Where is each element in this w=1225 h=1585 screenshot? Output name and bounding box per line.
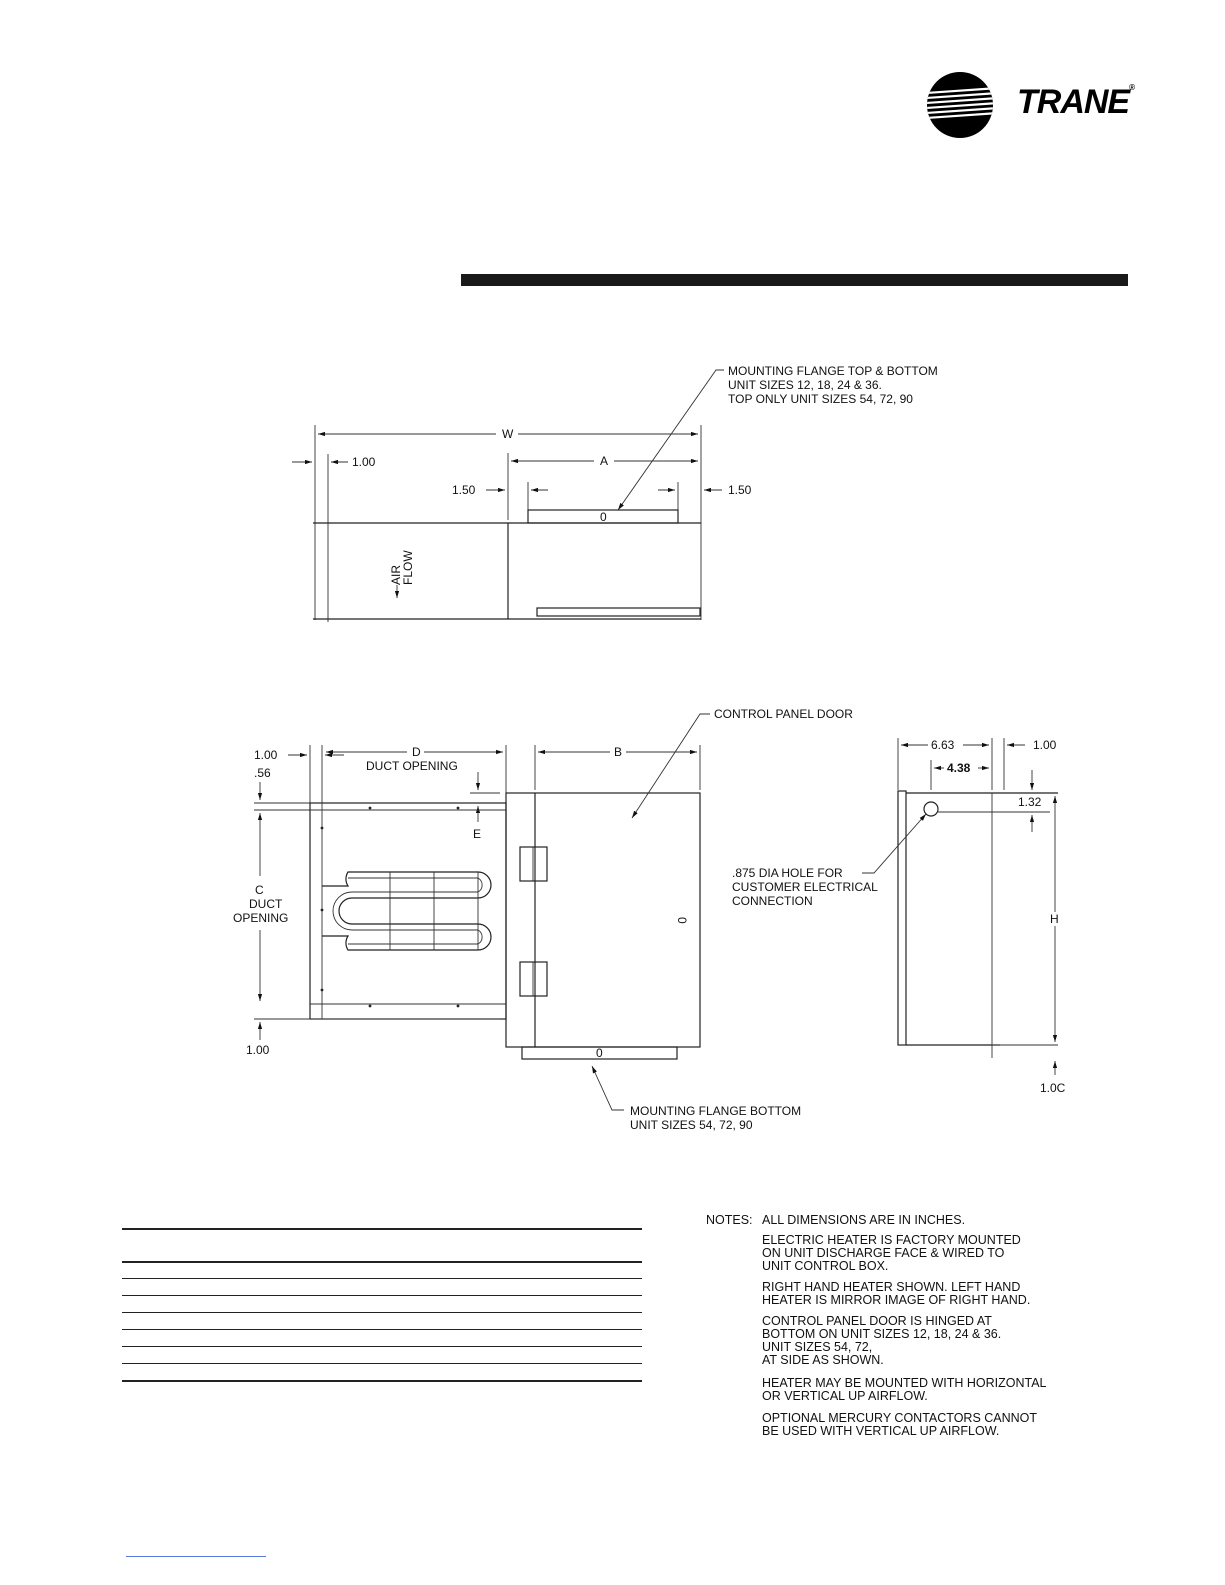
- note-item: ELECTRIC HEATER IS FACTORY MOUNTED ON UNIT DISCHARGE FACE & WIRED TO UNIT CONTROL BOX.: [762, 1233, 1021, 1273]
- footer-link-underline[interactable]: [126, 1556, 266, 1557]
- brand-wordmark: TRANE®: [1017, 83, 1135, 121]
- dim-438-label: 4.38: [947, 761, 971, 775]
- side-dim-100-top: 1.00: [1033, 738, 1057, 752]
- note-item: ALL DIMENSIONS ARE IN INCHES.: [762, 1213, 966, 1227]
- dim-c-label: C: [255, 883, 264, 897]
- side-dim-100-bottom: 1.0C: [1040, 1081, 1066, 1095]
- table-rule: [122, 1363, 642, 1364]
- dim-c-opening: OPENING: [233, 911, 289, 925]
- dim-d-label: D: [412, 745, 421, 759]
- dim-w-label: W: [502, 427, 514, 441]
- bottom-callout-line-1: MOUNTING FLANGE BOTTOM: [630, 1104, 802, 1118]
- bottom-callout-line-2: UNIT SIZES 54, 72, 90: [630, 1118, 753, 1132]
- dim-150-right-label: 1.50: [728, 483, 752, 497]
- table-rule: [122, 1261, 642, 1263]
- dim-b-label: B: [614, 745, 623, 759]
- side-view: [732, 738, 1066, 1095]
- table-rule: [122, 1278, 642, 1279]
- dim-132-label: 1.32: [1018, 795, 1042, 809]
- note-item: RIGHT HAND HEATER SHOWN. LEFT HAND HEATER IS MIRROR IMAGE OF RIGHT HAND.: [762, 1280, 1031, 1307]
- dim-663-label: 6.63: [931, 738, 955, 752]
- dim-056-label: .56: [254, 766, 271, 780]
- dim-150-left-label: 1.50: [452, 483, 476, 497]
- front-dim-100-bottom: 1.00: [246, 1043, 270, 1057]
- top-callout-line-2: UNIT SIZES 12, 18, 24 & 36.: [728, 378, 882, 392]
- note-item: HEATER MAY BE MOUNTED WITH HORIZONTAL OR VERTICAL UP AIRFLOW.: [762, 1376, 1047, 1403]
- airflow-label: [389, 550, 415, 585]
- dim-c-duct: DUCT: [249, 897, 283, 911]
- top-callout-line-3: TOP ONLY UNIT SIZES 54, 72, 90: [728, 392, 913, 406]
- hole-callout-line-3: CONNECTION: [732, 894, 813, 908]
- table-rule: [122, 1346, 642, 1347]
- table-rule: [122, 1312, 642, 1313]
- hole-callout-line-2: CUSTOMER ELECTRICAL: [732, 880, 878, 894]
- top-callout-line-1: MOUNTING FLANGE TOP & BOTTOM: [728, 364, 938, 378]
- top-view: [292, 364, 938, 622]
- duct-opening-top-label: DUCT OPENING: [366, 759, 458, 773]
- front-flange-mark: 0: [596, 1046, 603, 1060]
- front-dim-100-top: 1.00: [254, 748, 278, 762]
- svg-text:AIR: AIR: [389, 564, 403, 585]
- electrical-hole-icon: [924, 802, 938, 816]
- top-flange-mark: 0: [600, 510, 607, 524]
- hinge-top-icon: [520, 847, 547, 881]
- door-latch-mark: 0: [675, 917, 689, 924]
- hinge-bottom-icon: [520, 962, 547, 996]
- heating-element-icon: [322, 872, 491, 950]
- dim-100-left-label: 1.00: [352, 455, 376, 469]
- note-item: OPTIONAL MERCURY CONTACTORS CANNOT BE USED WITH VERTICAL UP AIRFLOW.: [762, 1411, 1038, 1438]
- dimension-table: [122, 1228, 642, 1382]
- dim-e-label: E: [473, 827, 482, 841]
- notes-heading: NOTES:: [706, 1213, 753, 1227]
- front-view: [233, 707, 853, 1132]
- control-panel-door-label: CONTROL PANEL DOOR: [714, 707, 853, 721]
- note-item: CONTROL PANEL DOOR IS HINGED AT BOTTOM ON UNIT SIZES 12, 18, 24 & 36. UNIT SIZES 54, 72, AT SIDE AS SHOWN.: [762, 1314, 1002, 1367]
- table-rule: [122, 1380, 642, 1382]
- svg-text:FLOW: FLOW: [401, 550, 415, 585]
- table-rule: [122, 1228, 642, 1230]
- dim-h-label: H: [1050, 912, 1059, 926]
- table-rule: [122, 1329, 642, 1330]
- hole-callout-line-1: .875 DIA HOLE FOR: [732, 866, 843, 880]
- dim-a-label: A: [600, 454, 609, 468]
- table-rule: [122, 1295, 642, 1296]
